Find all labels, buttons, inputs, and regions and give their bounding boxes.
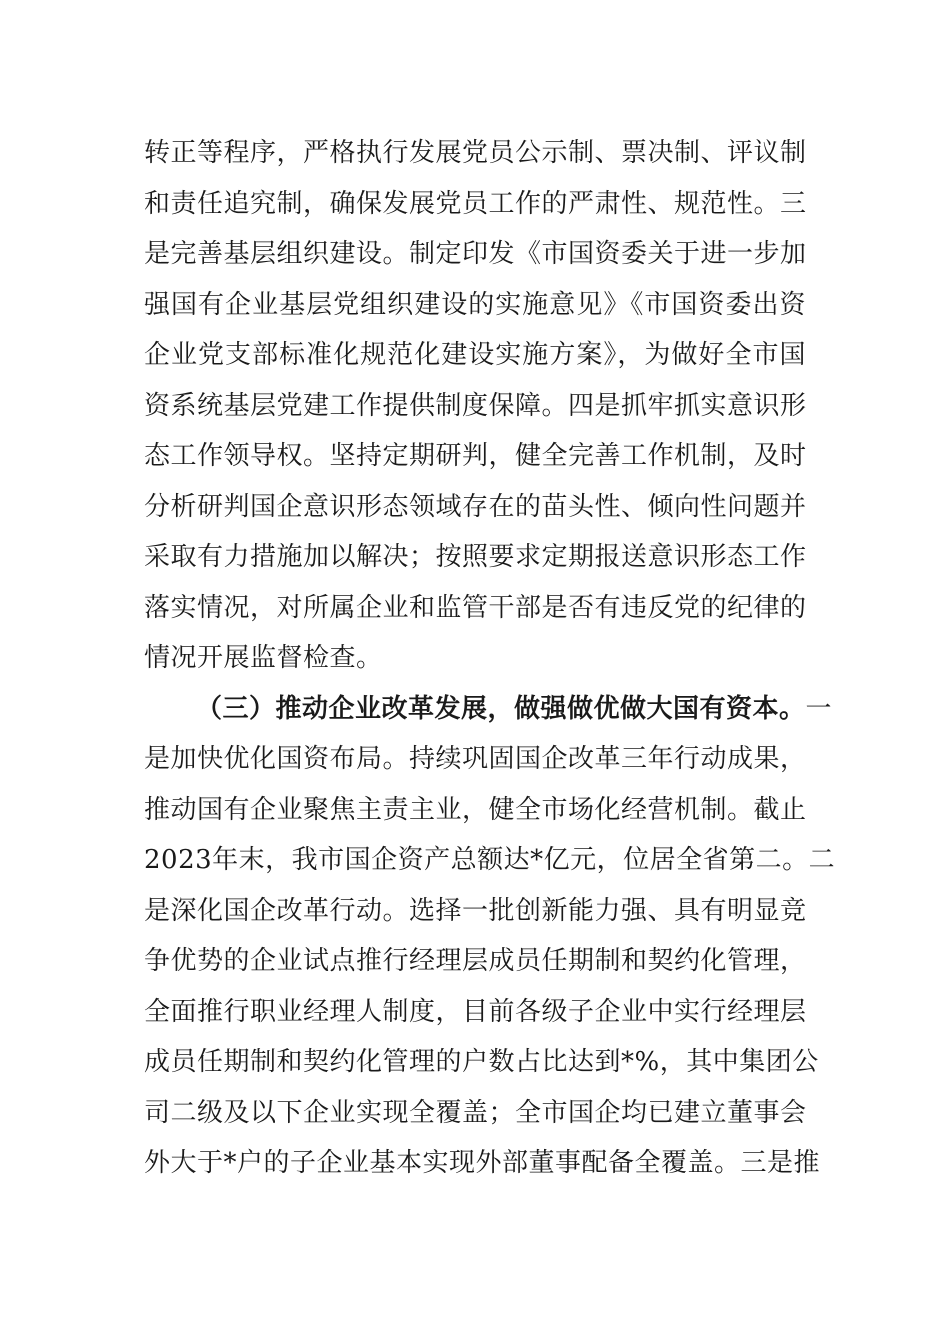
body-line-8: 分析研判国企意识形态领域存在的苗头性、倾向性问题并 — [144, 491, 807, 522]
body-line-10: 落实情况，对所属企业和监管干部是否有违反党的纪律的 — [144, 592, 807, 623]
section-line-8: 司二级及以下企业实现全覆盖；全市国企均已建立董事会 — [144, 1097, 807, 1128]
document-page — [144, 128, 836, 1189]
section-line-7: 成员任期制和契约化管理的户数占比达到*%，其中集团公 — [144, 1047, 819, 1077]
body-line-6: 资系统基层党建工作提供制度保障。四是抓牢抓实意识形 — [144, 390, 807, 421]
section-heading-tail: 一 — [805, 693, 833, 724]
section-line-1: 是加快优化国资布局。持续巩固国企改革三年行动成果， — [144, 744, 807, 774]
body-line-1: 转正等程序，严格执行发展党员公示制、票决制、评议制 — [144, 138, 807, 168]
section-heading-line — [144, 684, 833, 735]
section-line-2: 推动国有企业聚焦主责主业，健全市场化经营机制。截止 — [144, 794, 807, 825]
body-line-9: 采取有力措施加以解决；按照要求定期报送意识形态工作 — [144, 542, 807, 572]
body-line-7: 态工作领导权。坚持定期研判，健全完善工作机制，及时 — [144, 441, 807, 471]
section-heading: （三）推动企业改革发展，做强做优做大国有资本。 — [196, 693, 806, 724]
body-line-4: 强国有企业基层党组织建设的实施意见》《市国资委出资 — [144, 289, 806, 320]
section-line-5: 争优势的企业试点推行经理层成员任期制和契约化管理， — [144, 946, 807, 976]
section-line-4: 是深化国企改革行动。选择一批创新能力强、具有明显竞 — [144, 895, 807, 926]
section-line-3: 2023年末，我市国企资产总额达*亿元，位居全省第二。二 — [144, 845, 836, 875]
body-line-5: 企业党支部标准化规范化建设实施方案》，为做好全市国 — [144, 340, 806, 370]
section-line-9: 外大于*户的子企业基本实现外部董事配备全覆盖。三是推 — [144, 1148, 821, 1178]
section-line-6: 全面推行职业经理人制度，目前各级子企业中实行经理层 — [144, 996, 807, 1027]
body-line-11: 情况开展监督检查。 — [144, 643, 383, 673]
body-line-2: 和责任追究制，确保发展党员工作的严肃性、规范性。三 — [144, 188, 807, 219]
body-line-3: 是完善基层组织建设。制定印发《市国资委关于进一步加 — [144, 239, 807, 269]
